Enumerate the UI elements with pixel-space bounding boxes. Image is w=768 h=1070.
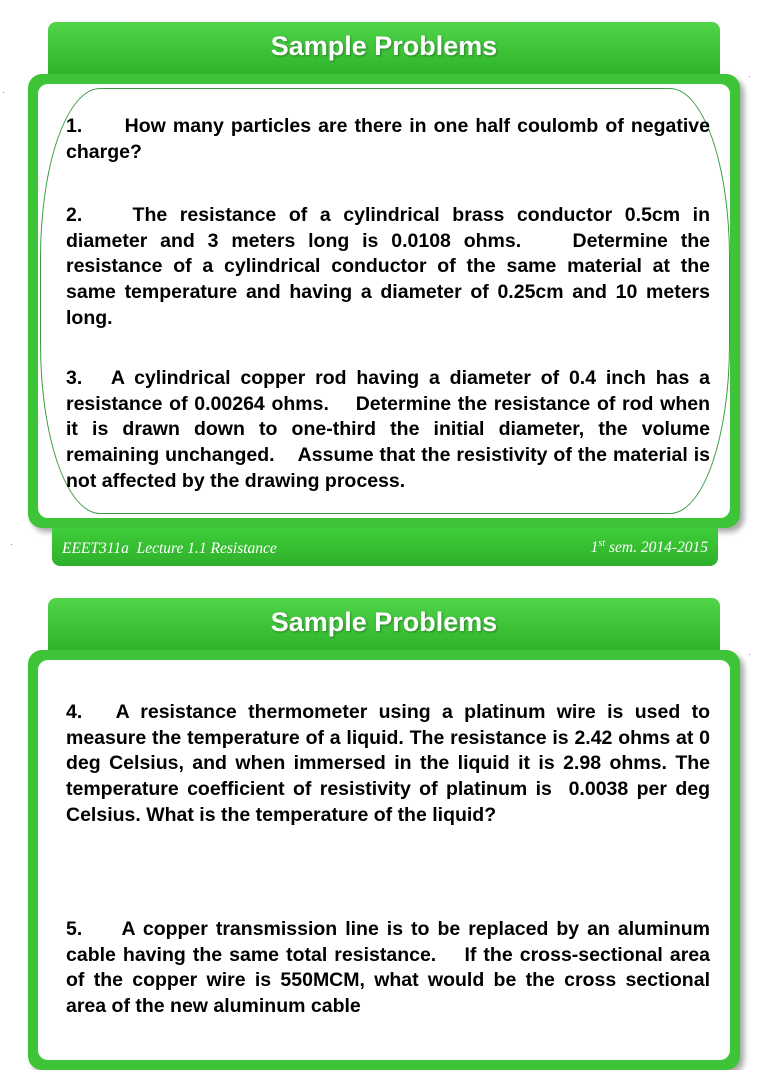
problem-4: 4. A resistance thermometer using a platinum wire is used to measure the temperature of a liquid. The resistance is 2.42 ohms at 0 deg Celsius, and when immersed in the liquid it is 2.98 ohms. The temperature coefficient of resistivity of platinum is 0.0038 per deg Celsius. What is the temperature of the liquid? <box>66 701 710 826</box>
slide-title: Sample Problems <box>270 607 498 637</box>
slide-title-bar <box>48 22 720 74</box>
slide-footer <box>52 528 718 566</box>
slide-title: Sample Problems <box>270 31 498 61</box>
footer-semester: 1st sem. 2014-2015 <box>590 538 708 557</box>
problem-3: 3. A cylindrical copper rod having a diameter of 0.4 inch has a resistance of 0.00264 ohms. Determine the resistance of rod when it is drawn down to one-third the initial diameter, the volume remaining unchanged. Assume that the resistivity of the material is not affected by the drawing process. <box>66 367 710 492</box>
problem-1: 1. How many particles are there in one half coulomb of negative charge? <box>66 115 710 163</box>
stray-mark: · <box>10 540 13 549</box>
problem-2: 2. The resistance of a cylindrical brass conductor 0.5cm in diameter and 3 meters long is 0.0108 ohms. Determine the resistance of a cylindrical conductor of the same material at the same temperature and having a diameter of 0.25cm and 10 meters long. <box>66 204 710 329</box>
footer-course: EEET311a Lecture 1.1 Resistance <box>62 540 277 557</box>
slide-title-bar <box>48 598 720 650</box>
stray-mark: · <box>2 88 5 97</box>
stray-mark: · <box>748 650 751 659</box>
stray-mark: · <box>748 72 751 81</box>
problem-5: 5. A copper transmission line is to be replaced by an aluminum cable having the same total resistance. If the cross-sectional area of the copper wire is 550MCM, what would be the cross sectional area of the new aluminum cable <box>66 918 710 1018</box>
